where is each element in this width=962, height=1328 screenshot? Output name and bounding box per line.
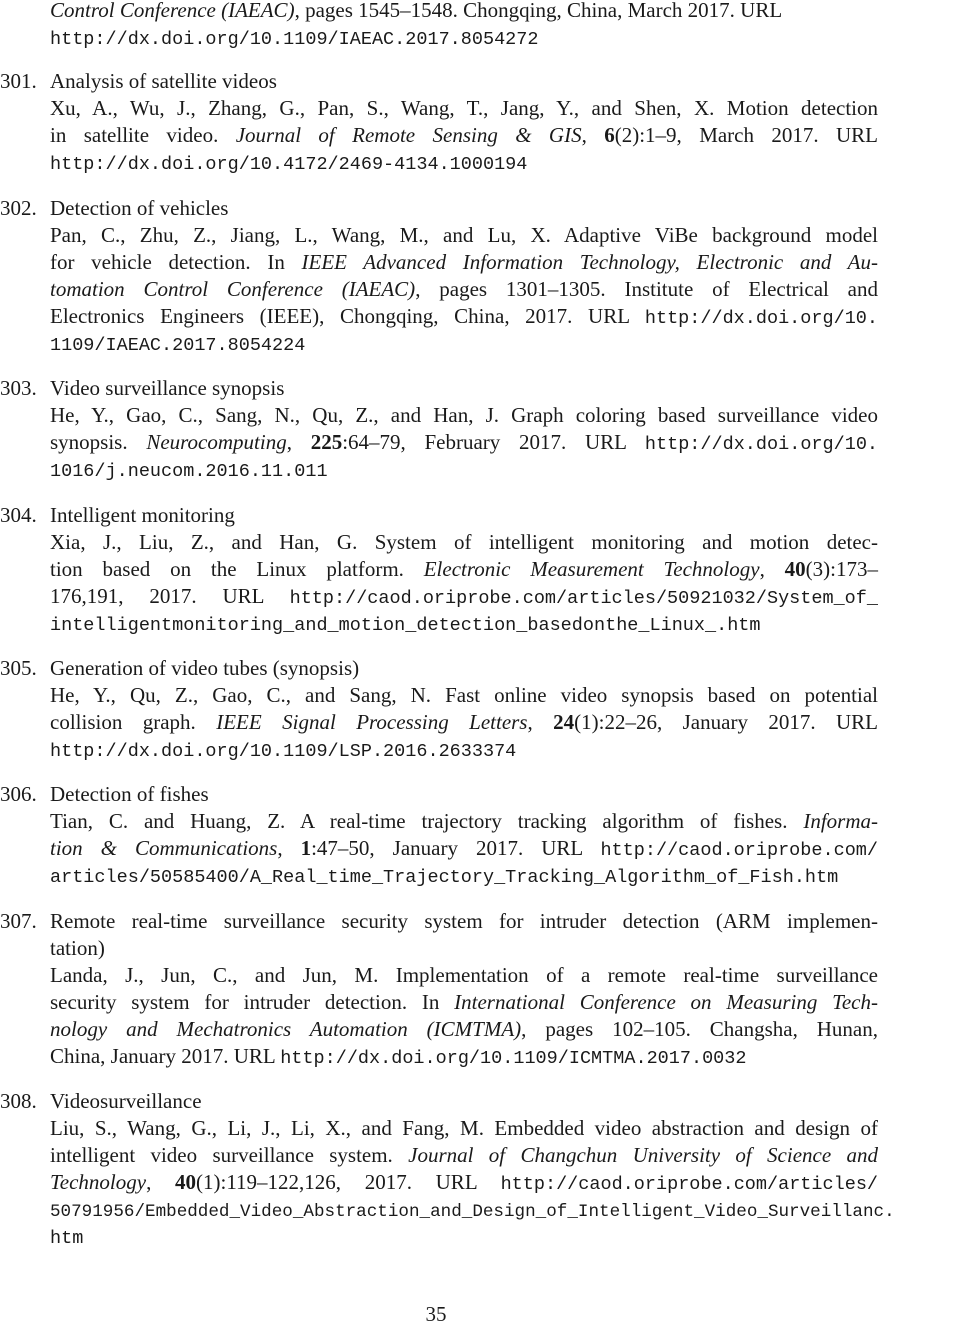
reference-url[interactable]: http://dx.doi.org/10. [644,434,879,455]
venue-name: IEEE Advanced Information Technology, Electronic and Au- [301,250,879,274]
reference-url[interactable]: articles/50585400/A_Real_time_Trajectory_Tracking_Algorithm_of_Fish.htm [50,867,839,888]
reference-text: He, Y., Qu, Z., Gao, C., and Sang, N. Fast online video synopsis based on potential [50,683,878,707]
reference-text: :64–79, February 2017. URL [342,430,627,454]
reference-url[interactable]: http://caod.oriprobe.com/ [600,840,878,861]
entry-number: 306. [0,782,37,806]
entry-number: 304. [0,503,37,527]
reference-text: He, Y., Gao, C., Sang, N., Qu, Z., and Han, J. Graph coloring based surveillance video [50,403,878,427]
reference-url[interactable]: 1109/IAEAC.2017.8054224 [50,335,306,356]
reference-text: 176,191, 2017. URL [50,584,264,608]
reference-text: , pages 102–105. Changsha, Hunan, [521,1017,878,1041]
venue-name: nology and Mechatronics Automation (ICMTMA) [50,1017,522,1041]
reference-text: Liu, S., Wang, G., Li, J., Li, X., and Fang, M. Embedded video abstraction and design of [50,1116,878,1140]
document-page: Control Conference (IAEAC), pages 1545–1548. Chongqing, China, March 2017. URL http://dx.doi.org/10.1109/IAEAC.2017.8054272 301. Analysis of satellite videos Xu, A., Wu, J., Zhang, G., Pan, S., Wang, T., Jang, Y., and Shen, X. Motion detection in satellite video. Journal of Remote Sensing & GIS, 6(2):1–9, March 2017. URL http://dx.doi.org/10.4172/2469-4134.1000194 302. Detection of vehicles Pan, C., Zhu, Z., Jiang, L., Wang, M., and Lu, X. Adaptive ViBe background model for vehicle detection. In IEEE Advanced Information Technology, Electronic and Au- tomation Control Conference (IAEAC), pages 1301–1305. Institute of Electrical and Electronics Engineers (IEEE), Chongqing, China, 2017. URL http://dx.doi.org/10. 1109/IAEAC.2017.8054224 303. Video surveillance synopsis He, Y., Gao, C., Sang, N., Qu, Z., and Han, J. Graph coloring based surveillance video synopsis. Neurocomputing, 225:64–79, February 2017. URL http://dx.doi.org/10. 1016/j.neucom.2016.11.011 304. Intelligent monitoring Xia, J., Liu, Z., and Han, G. System of intelligent monitoring and motion detec- tion based on the Linux platform. Electronic Measurement Technology, 40(3):173– 176,191, 2017. URL http://caod.oriprobe.com/articles/50921032/System_of_ intelligentmonitoring_and_motion_detection_basedonthe_Linux_.htm 305. Generation of video tubes (synopsis) He, Y., Qu, Z., Gao, C., and Sang, N. Fast online video synopsis based on potential collision graph. IEEE Signal Processing Letters, 24(1):22–26, January 2017. URL http://dx.doi.org/10.1109/LSP.2016.2633374 306. Detection of fishes Tian, C. and Huang, Z. A real-time trajectory tracking algorithm of fishes. Informa- tion & Communications, 1:47–50, January 2017. URL http://caod.oriprobe.com/ articles/50585400/A_Real_time_Trajectory_Tracking_Algorithm_of_Fish.htm 307. Remote real-time surveillance security system for intruder detection (ARM implemen- tation) Landa, J., Jun, C., and Jun, M. Implementation of a remote real-time surveillance security system for intruder detection. In International Conference on Measuring Tech- nology and Mechatronics Automation (ICMTMA), pages 102–105. Changsha, Hunan, China, January 2017. URL http://dx.doi.org/10.1109/ICMTMA.2017.0032 308. Videosurveillance Liu, S., Wang, G., Li, J., Li, X., and Fang, M. Embedded video abstraction and design of intelligent video surveillance system. Journal of Changchun University of Science and Technology, 40(1):119–122,126, 2017. URL http://caod.oriprobe.com/articles/ 50791956/Embedded_Video_Abstraction_and_Design_of_Intelligent_Video_Surveillanc. htm 35 [0,0,962,1324]
entry-topic: Intelligent monitoring [50,503,235,527]
reference-url[interactable]: http://dx.doi.org/10.1109/ICMTMA.2017.0032 [280,1048,747,1069]
reference-text: Pan, C., Zhu, Z., Jiang, L., Wang, M., and Lu, X. Adaptive ViBe background model [50,223,878,247]
entry-number: 307. [0,909,37,933]
entry-topic: Remote real-time surveillance security system for intruder detection (ARM implemen- [50,909,878,933]
entry-topic: Analysis of satellite videos [50,69,277,93]
reference-url[interactable]: http://dx.doi.org/10.1109/IAEAC.2017.8054272 [50,29,539,50]
reference-url[interactable]: 50791956/Embedded_Video_Abstraction_and_Design_of_Intelligent_Video_Surveillanc. [50,1202,895,1222]
volume-number: 6 [604,123,615,147]
reference-url[interactable]: http://dx.doi.org/10. [644,308,878,329]
entry-number: 305. [0,656,37,680]
venue-name: Control Conference (IAEAC) [50,0,295,22]
entry-number: 308. [0,1089,37,1113]
reference-text: Xu, A., Wu, J., Zhang, G., Pan, S., Wang, T., Jang, Y., and Shen, X. Motion detection [50,96,878,120]
reference-text: China, January 2017. URL [50,1044,275,1068]
entry-topic: Generation of video tubes (synopsis) [50,656,360,680]
page-number: 35 [425,1302,447,1326]
reference-text: collision graph. [50,710,196,734]
carryover-reference [50,0,878,51]
reference-url[interactable]: htm [50,1228,84,1249]
entry-topic: Detection of vehicles [50,196,229,220]
reference-url[interactable]: intelligentmonitoring_and_motion_detection_basedonthe_Linux_.htm [50,615,761,636]
journal-name: Journal of Changchun University of Science and [408,1143,878,1167]
volume-number: 40 [175,1170,196,1194]
reference-url[interactable]: 1016/j.neucom.2016.11.011 [50,461,328,482]
journal-name: tion & Communications [50,836,278,860]
reference-text: (3):173– [805,557,878,581]
reference-text: (1):22–26, January 2017. URL [574,710,879,734]
volume-number: 225 [310,430,343,454]
reference-text: , pages 1545–1548. Chongqing, China, March 2017. URL [294,0,783,22]
reference-text: Tian, C. and Huang, Z. A real-time trajectory tracking algorithm of fishes. [50,809,788,833]
reference-text: Xia, J., Liu, Z., and Han, G. System of intelligent monitoring and motion detec- [50,530,878,554]
reference-url[interactable]: http://dx.doi.org/10.1109/LSP.2016.2633374 [50,741,517,762]
reference-text: Electronics Engineers (IEEE), Chongqing, China, 2017. URL [50,304,630,328]
journal-name: Electronic Measurement Technology [423,557,760,581]
reference-url[interactable]: http://caod.oriprobe.com/articles/ [500,1174,879,1195]
reference-text: intelligent video surveillance system. [50,1143,393,1167]
entry-topic: Videosurveillance [50,1089,202,1113]
reference-text: Landa, J., Jun, C., and Jun, M. Implementation of a remote real-time surveillance [50,963,878,987]
volume-number: 24 [553,710,575,734]
journal-name: Technology [50,1170,147,1194]
journal-name: Journal of Remote Sensing & GIS [235,123,582,147]
journal-name: Neurocomputing [146,430,287,454]
reference-text: :47–50, January 2017. URL [311,836,583,860]
reference-text: in satellite video. [50,123,219,147]
volume-number: 40 [784,557,806,581]
journal-name: IEEE Signal Processing Letters [216,710,528,734]
reference-url[interactable]: http://dx.doi.org/10.4172/2469-4134.1000194 [50,154,528,175]
reference-text: , pages 1301–1305. Institute of Electrical and [415,277,878,301]
venue-name: International Conference on Measuring Tech- [454,990,878,1014]
entry-topic: tation) [50,936,105,960]
volume-number: 1 [300,836,312,860]
entry-topic: Detection of fishes [50,782,209,806]
reference-text: (2):1–9, March 2017. URL [614,123,879,147]
entry-topic: Video surveillance synopsis [50,376,285,400]
venue-name: tomation Control Conference (IAEAC) [50,277,416,301]
entry-number: 302. [0,196,37,220]
reference-text: synopsis. [50,430,128,454]
entry-number: 303. [0,376,37,400]
reference-url[interactable]: http://caod.oriprobe.com/articles/50921032/System_of_ [289,588,878,609]
reference-text: security system for intruder detection. In [50,990,440,1014]
reference-text: (1):119–122,126, 2017. URL [196,1170,477,1194]
journal-name: Informa- [803,809,879,833]
entry-number: 301. [0,69,37,93]
reference-text: for vehicle detection. In [50,250,285,274]
reference-text: tion based on the Linux platform. [50,557,404,581]
